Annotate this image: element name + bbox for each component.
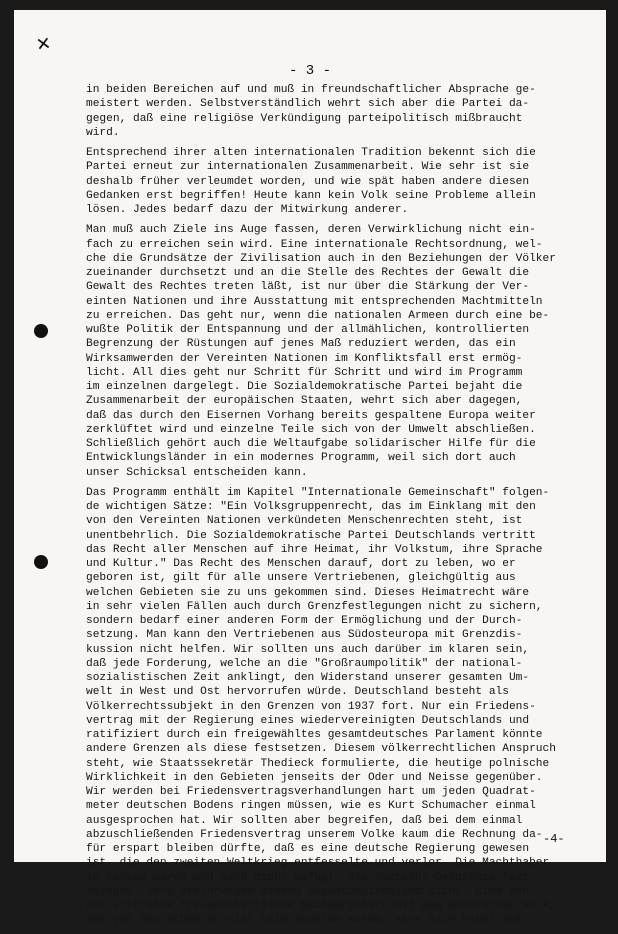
text-line: ist, die den zweiten Weltkrieg entfesselte und verlor. Die Machthaber (86, 857, 550, 870)
text-line: vertrag mit der Regierung eines wiedervereinigten Deutschlands und (86, 714, 530, 727)
page-number: - 3 - (288, 63, 331, 79)
text-line: licht. All dies geht nur Schritt für Schritt und wird im Programm (86, 366, 523, 379)
text-line: einten Nationen und ihre Ausstattung mit entsprechenden Machtmitteln (86, 295, 543, 308)
text-line: unentbehrlich. Die Sozialdemokratische Partei Deutschlands vertritt (86, 529, 536, 542)
text-line: zu erreichen. Das geht nur, wenn die nationalen Armeen durch eine be- (86, 309, 550, 322)
text-line: in beiden Bereichen auf und muß in freundschaftlicher Absprache ge- (86, 84, 536, 96)
text-line: Begrenzung der Rüstungen auf jenes Maß reduziert werden, das ein (86, 338, 516, 351)
text-line: zerklüftet wird und einzelne Teile sich von der Umwelt abschließen. (86, 423, 536, 436)
text-line: wird. (86, 126, 120, 139)
punch-hole-icon (34, 324, 48, 338)
text-line: Völkerrechtssubjekt in den Grenzen von 1937 fort. Nur ein Friedens- (86, 700, 536, 713)
text-line: gegen, daß eine religiöse Verkündigung parteipolitisch mißbraucht (86, 112, 523, 125)
text-line: fach zu erreichen sein wird. Eine internationale Rechtsordnung, wel- (86, 238, 543, 251)
document-page (14, 10, 606, 927)
text-line: setzung. Man kann den Vertriebenen aus Südosteuropa mit Grenzdis- (86, 629, 523, 642)
text-line: welchen Gebieten sie zu uns gekommen sind. Dieses Heimatrecht wäre (86, 586, 530, 599)
scan-mark-icon: ✕ (34, 33, 53, 56)
text-line: in sehr vielen Fällen auch durch Grenzfestlegungen nicht zu sichern, (86, 600, 543, 613)
next-page-marker: -4- (543, 832, 565, 846)
text-line: für erspart bleiben dürfte, daß es eine deutsche Regierung gewesen (86, 843, 530, 855)
text-line: meistert werden. Selbstverständlich wehrt sich aber die Partei da- (86, 98, 530, 111)
text-line: de wichtigen Sätze: "Ein Volksgruppenrecht, das im Einklang mit den (86, 501, 536, 513)
text-line: daß das durch den Eisernen Vorhang bereits gespaltene Europa weiter (86, 409, 536, 422)
text-line: Partei erneut zur internationalen Zusammenarbeit. Wie sehr ist sie (86, 161, 530, 174)
text-line: Gedanken erst begriffen! Heute kann kein Volk seine Probleme allein (86, 189, 536, 202)
text-line: zulegen. Ihre Erklärungen binden Gesamtdeutschland nicht. Eine von (86, 885, 530, 898)
text-line: im einzelnen dargelegt. Die Sozialdemokratische Partei bejaht die (86, 381, 523, 393)
text-line: deshalb früher verleumdet worden, und wie spät haben andere diesen (86, 175, 530, 188)
document-body (86, 83, 586, 934)
text-line: Gewalt des Rechtes treten läßt, ist nur über die Stärkung der Ver- (86, 281, 530, 294)
text-line: abzuschließenden Friedensvertrag unserem Volke kaum die Rechnung da- (86, 828, 543, 841)
text-line: lösen. Jedes bedarf dazu der Mitwirkung anderer. (86, 204, 409, 216)
paragraph (86, 83, 586, 140)
text-line: Das Programm enthält im Kapitel "Internationale Gemeinschaft" folgen- (86, 486, 550, 499)
text-line: geboren ist, gilt für alle unsere Vertriebenen, gleichgültig aus (86, 572, 516, 585)
punch-hole-icon (34, 555, 48, 569)
text-line: und Kultur." Das Recht des Menschen darauf, dort zu leben, wo er (86, 558, 516, 570)
text-line: steht, wie Staatssekretär Thedieck formulierte, die heutige polnische (86, 757, 550, 770)
text-line: sozialistischen Zeit anklingt, den Widerstand unserer gesamten Um- (86, 672, 530, 684)
paragraph (86, 486, 586, 928)
text-line: Entwicklungsländer in ein modernes Programm, weil sich dort auch (86, 452, 516, 465)
text-line: das Recht aller Menschen auf ihre Heimat, ihr Volkstum, ihre Sprache (86, 543, 543, 556)
text-line: uns erstrebte freundschaftliche Nachbarschaft mit dem polnischen Volk, (86, 900, 556, 912)
text-line: Wirksamwerden der Vereinten Nationen im Konfliktsfall erst ermög- (86, 352, 523, 365)
text-line: in Pankow waren und sind nicht befugt, die deutsche Ostgrenze fest- (86, 871, 536, 884)
text-line: dem von Deutschen so viel Leid angetan wurde, kann sich nicht auf (86, 914, 523, 927)
text-line: wußte Politik der Entspannung und der allmählichen, kontrollierten (86, 324, 530, 336)
text-line: ausgesprochen hat. Wir sollten aber begreifen, daß bei dem einmal (86, 814, 523, 827)
text-line: zueinander durchsetzt und an die Stelle des Rechtes der Gewalt die (86, 267, 530, 279)
text-line: von den Vereinten Nationen verkündeten Menschenrechten steht, ist (86, 515, 523, 528)
paragraph (86, 146, 586, 217)
text-line: Schließlich gehört auch die Weltaufgabe solidarischer Hilfe für die (86, 438, 536, 450)
text-line: Entsprechend ihrer alten internationalen Tradition bekennt sich die (86, 147, 536, 159)
text-line: Man muß auch Ziele ins Auge fassen, deren Verwirklichung nicht ein- (86, 224, 536, 237)
paragraph (86, 223, 586, 480)
text-line: Wir werden bei Friedensvertragsverhandlungen hart um jeden Quadrat- (86, 786, 536, 798)
text-line: sondern bedarf einer anderen Form der Ermöglichung und der Durch- (86, 615, 523, 627)
text-line: kussion nicht helfen. Wir sollten uns auch darüber im klaren sein, (86, 643, 530, 656)
text-line: Wirklichkeit in den Gebieten jenseits der Oder und Neisse gegenüber. (86, 771, 543, 784)
text-line: unser Schicksal entscheiden kann. (86, 466, 308, 479)
text-line: Zusammenarbeit der europäischen Staaten, wehrt sich aber dagegen, (86, 395, 523, 408)
text-line: daß jede Forderung, welche an die "Großraumpolitik" der national- (86, 657, 523, 670)
text-line: andere Grenzen als diese festsetzen. Diesem völkerrechtlichen Anspruch (86, 743, 556, 756)
text-line: ratifiziert durch ein freigewähltes gesamtdeutsches Parlament könnte (86, 729, 543, 741)
text-line: meter deutschen Bodens ringen müssen, wie es Kurt Schumacher einmal (86, 800, 536, 813)
text-line: che die Grundsätze der Zivilisation auch in den Beziehungen der Völker (86, 252, 556, 265)
text-line: welt in West und Ost hervorrufen würde. Deutschland besteht als (86, 686, 509, 699)
